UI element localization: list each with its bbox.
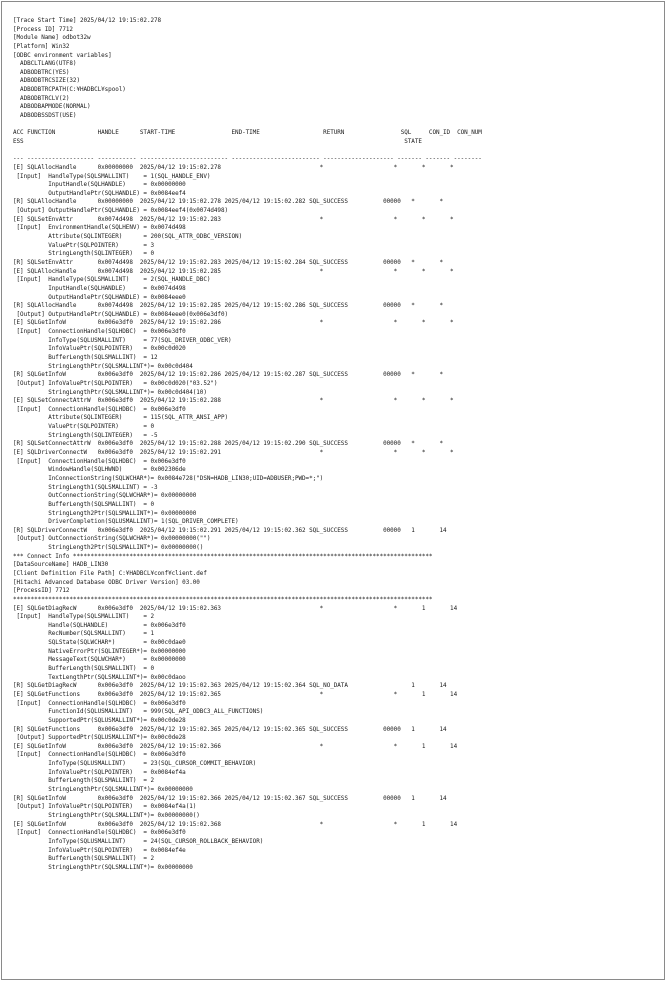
trace-line: ADBODBSSDST(USE) [13,112,77,120]
trace-line [13,147,482,156]
trace-line: [Input] ConnectionHandle(SQLHDBC) = 0x006e3df0 [13,751,186,759]
trace-line: StringLengthPtr(SQLSMALLINT*)= 0x00c0d404(10) [13,388,207,396]
trace-line: ADBODBTRCPATH(C:¥HADBCL¥spool) [13,86,126,94]
trace-line: [Output] InfoValuePtr(SQLPOINTER) = 0x0084ef4a(1) [13,803,197,811]
trace-line: BufferLength(SQLSMALLINT) = 2 [13,777,154,785]
trace-line: SQLState(SQLWCHAR*) = 0x00c0dae0 [13,639,186,647]
trace-line: [Platform] Win32 [13,42,70,50]
trace-log [13,17,482,872]
trace-line: StringLength(SQLINTEGER) = 0 [13,250,154,258]
trace-line: [Client Definition File Path] C:¥HADBCL¥conf¥client.def [13,570,207,577]
trace-line: StringLengthPtr(SQLSMALLINT*)= 0x00000000() [13,811,200,819]
trace-line: [R] SQLDriverConnectW 0x006e3df0 2025/04/12 19:15:02.291 2025/04/12 19:15:02.362 SQL_SUCCESS 00000 1 14 [13,526,447,534]
trace-line: [Input] EnvironmentHandle(SQLHENV) = 0x0074d498 [13,224,186,232]
trace-line: [Input] HandleType(SQLSMALLINT) = 2 [13,613,154,621]
trace-line: InputHandle(SQLHANDLE) = 0x0074d498 [13,284,186,292]
trace-line: MessageText(SQLWCHAR*) = 0x00000000 [13,656,186,664]
trace-line: BufferLength(SQLSMALLINT) = 0 [13,500,154,508]
trace-line: [Input] ConnectionHandle(SQLHDBC) = 0x006e3df0 [13,457,186,465]
trace-line: [E] SQLAllocHandle 0x00000000 2025/04/12 19:15:02.278 * * * * [13,163,454,171]
trace-line: [Input] HandleType(SQLSMALLINT) = 1(SQL_HANDLE_ENV) [13,172,211,180]
trace-line: [E] SQLGetDiagRecW 0x006e3df0 2025/04/12 19:15:02.363 * * 1 14 [13,604,458,612]
trace-line: ESS STATE [13,137,422,145]
trace-line: [ODBC environment variables] [13,51,112,59]
trace-line: ADBODBAPMODE(NORMAL) [13,103,91,111]
trace-line: [E] SQLDriverConnectW 0x006e3df0 2025/04/12 19:15:02.291 * * * * [13,449,454,457]
trace-line: TextLengthPtr(SQLSMALLINT*)= 0x00c0daoo [13,673,186,681]
trace-line: NativeErrorPtr(SQLINTEGER*)= 0x00000000 [13,647,186,655]
trace-line: *** Connect Info ****************************************************************************************************** [13,552,433,560]
trace-line: ADBODBTRCSIZE(32) [13,77,80,85]
trace-line: ADBODBTRCLV(2) [13,94,70,102]
trace-line: [DataSourceName] HADB_LIN30 [13,561,109,569]
trace-line: [Output] OutConnectionString(SQLWCHAR*)= 0x00000000("") [13,535,211,543]
trace-line: [Process ID] 7712 [13,25,73,33]
trace-line: StringLength1(SQLSMALLINT) = -3 [13,483,158,491]
trace-line: [Input] ConnectionHandle(SQLHDBC) = 0x006e3df0 [13,405,186,413]
trace-line: WindowHandle(SQLHWND) = 0x002306de [13,466,186,474]
trace-line: [E] SQLAllocHandle 0x0074d498 2025/04/12 19:15:02.285 * * * * [13,267,454,275]
trace-line: InfoValuePtr(SQLPOINTER) = 0x0084ef4e [13,846,186,854]
trace-line: [Trace Start Time] 2025/04/12 19:15:02.278 [13,17,162,24]
trace-line: BufferLength(SQLSMALLINT) = 12 [13,353,158,361]
trace-line: *********************************************************************************************************************** [13,595,433,603]
trace-line: [ProcessID] 7712 [13,587,70,595]
trace-line: StringLength2Ptr(SQLSMALLINT*)= 0x00000000() [13,544,204,552]
trace-line: [Module Name] odbot32w [13,34,91,42]
trace-line: InfoType(SQLUSMALLINT) = 77(SQL_DRIVER_ODBC_VER) [13,336,232,344]
trace-line: InfoValuePtr(SQLPOINTER) = 0x00c0d020 [13,345,186,353]
trace-line: BufferLength(SQLSMALLINT) = 2 [13,855,154,863]
trace-line: OutputHandlePtr(SQLHANDLE) = 0x0084eef4 [13,189,186,197]
trace-line: [E] SQLGetFunctions 0x006e3df0 2025/04/12 19:15:02.365 * * 1 14 [13,690,458,698]
trace-line: [R] SQLGetInfoW 0x006e3df0 2025/04/12 19:15:02.366 2025/04/12 19:15:02.367 SQL_SUCCESS 00000 1 14 [13,794,447,802]
trace-line: ValuePtr(SQLPOINTER) = 3 [13,241,154,249]
trace-line: [Input] ConnectionHandle(SQLHDBC) = 0x006e3df0 [13,829,186,837]
trace-line: [R] SQLAllocHandle 0x00000000 2025/04/12 19:15:02.278 2025/04/12 19:15:02.282 SQL_SUCCESS 00000 * * [13,198,444,206]
trace-line: [E] SQLGetInfoW 0x006e3df0 2025/04/12 19:15:02.366 * * 1 14 [13,742,458,750]
trace-line: StringLengthPtr(SQLSMALLINT*)= 0x00000000 [13,786,193,794]
trace-line: InfoType(SQLUSMALLINT) = 23(SQL_CURSOR_COMMIT_BEHAVIOR) [13,760,257,768]
trace-line: FunctionId(SQLUSMALLINT) = 999(SQL_API_ODBC3_ALL_FUNCTIONS) [13,708,264,716]
trace-line: [Hitachi Advanced Database ODBC Driver Version] 03.00 [13,578,200,586]
trace-line: [R] SQLSetEnvAttr 0x0074d498 2025/04/12 19:15:02.283 2025/04/12 19:15:02.284 SQL_SUCCESS 00000 * * [13,258,444,266]
trace-line: DriverCompletion(SQLUSMALLINT)= 1(SQL_DRIVER_COMPLETE) [13,518,239,526]
trace-line: --- ------------------- ----------- ------------------------- ------------------------- -------------------- ------- ------- -------- [13,155,482,163]
trace-line: StringLengthPtr(SQLSMALLINT*)= 0x00000000 [13,863,193,871]
trace-line: [E] SQLGetInfoW 0x006e3df0 2025/04/12 19:15:02.368 * * 1 14 [13,820,458,828]
trace-line: StringLength(SQLINTEGER) = -5 [13,431,158,439]
trace-line: [R] SQLGetDiagRecW 0x006e3df0 2025/04/12 19:15:02.363 2025/04/12 19:15:02.364 SQL_NO_DATA 1 14 [13,682,447,690]
trace-line [13,121,482,130]
trace-line: [Input] ConnectionHandle(SQLHDBC) = 0x006e3df0 [13,699,186,707]
trace-line: OutConnectionString(SQLWCHAR*)= 0x00000000 [13,492,197,500]
trace-line: [Input] ConnectionHandle(SQLHDBC) = 0x006e3df0 [13,328,186,336]
trace-line: ADBODBTRC(YES) [13,68,70,76]
trace-line: StringLengthPtr(SQLSMALLINT*)= 0x00c0d404 [13,362,193,370]
trace-line: InputHandle(SQLHANDLE) = 0x00000000 [13,181,186,189]
trace-line: ACC FUNCTION HANDLE START-TIME END-TIME RETURN SQL CON_ID CON_NUM [13,129,482,137]
trace-line: InfoType(SQLUSMALLINT) = 24(SQL_CURSOR_ROLLBACK_BEHAVIOR) [13,837,264,845]
trace-line: [E] SQLSetConnectAttrW 0x006e3df0 2025/04/12 19:15:02.288 * * * * [13,397,454,405]
trace-line: ValuePtr(SQLPOINTER) = 0 [13,423,154,431]
trace-line: [Output] InfoValuePtr(SQLPOINTER) = 0x00c0d020("03.52") [13,379,218,387]
trace-line: Attribute(SQLINTEGER) = 115(SQL_ATTR_ANSI_APP) [13,414,229,422]
trace-line: [Output] OutputHandlePtr(SQLHANDLE) = 0x0084eee0(0x006e3df0) [13,310,229,318]
trace-line: RecNumber(SQLSMALLINT) = 1 [13,630,154,638]
trace-line: Attribute(SQLINTEGER) = 200(SQL_ATTR_ODBC_VERSION) [13,233,243,241]
trace-line: [R] SQLAllocHandle 0x0074d498 2025/04/12 19:15:02.285 2025/04/12 19:15:02.286 SQL_SUCCESS 00000 * * [13,302,444,310]
trace-line: [R] SQLGetInfoW 0x006e3df0 2025/04/12 19:15:02.286 2025/04/12 19:15:02.287 SQL_SUCCESS 00000 * * [13,371,444,379]
trace-line: [E] SQLSetEnvAttr 0x0074d498 2025/04/12 19:15:02.283 * * * * [13,215,454,223]
trace-line: [R] SQLGetFunctions 0x006e3df0 2025/04/12 19:15:02.365 2025/04/12 19:15:02.365 SQL_SUCCESS 00000 1 14 [13,725,447,733]
trace-line: [Input] HandleType(SQLSMALLINT) = 2(SQL_HANDLE_DBC) [13,276,211,284]
trace-line: [E] SQLGetInfoW 0x006e3df0 2025/04/12 19:15:02.286 * * * * [13,319,454,327]
trace-line: ADBCLTLANG(UTF8) [13,60,77,68]
trace-line: InfoValuePtr(SQLPOINTER) = 0x0084ef4a [13,768,186,776]
trace-line: OutputHandlePtr(SQLHANDLE) = 0x0084eee0 [13,293,186,301]
trace-line: [Output] SupportedPtr(SQLUSMALLINT*)= 0x00c0de28 [13,734,186,742]
trace-line: Handle(SQLHANDLE) = 0x006e3df0 [13,621,186,629]
document-frame [1,1,665,980]
trace-line: [R] SQLSetConnectAttrW 0x006e3df0 2025/04/12 19:15:02.288 2025/04/12 19:15:02.290 SQL_SUCCESS 00000 * * [13,440,444,448]
trace-line: [Output] OutputHandlePtr(SQLHANDLE) = 0x0084eef4(0x0074d498) [13,207,229,215]
trace-line: StringLength2Ptr(SQLSMALLINT*)= 0x00000000 [13,509,197,517]
trace-line: SupportedPtr(SQLUSMALLINT*)= 0x00c0de28 [13,716,186,724]
trace-line: InConnectionString(SQLWCHAR*)= 0x0084e728("DSN=HADB_LIN30;UID=ADBUSER;PWD=*;") [13,474,324,482]
trace-line: BufferLength(SQLSMALLINT) = 0 [13,665,154,673]
